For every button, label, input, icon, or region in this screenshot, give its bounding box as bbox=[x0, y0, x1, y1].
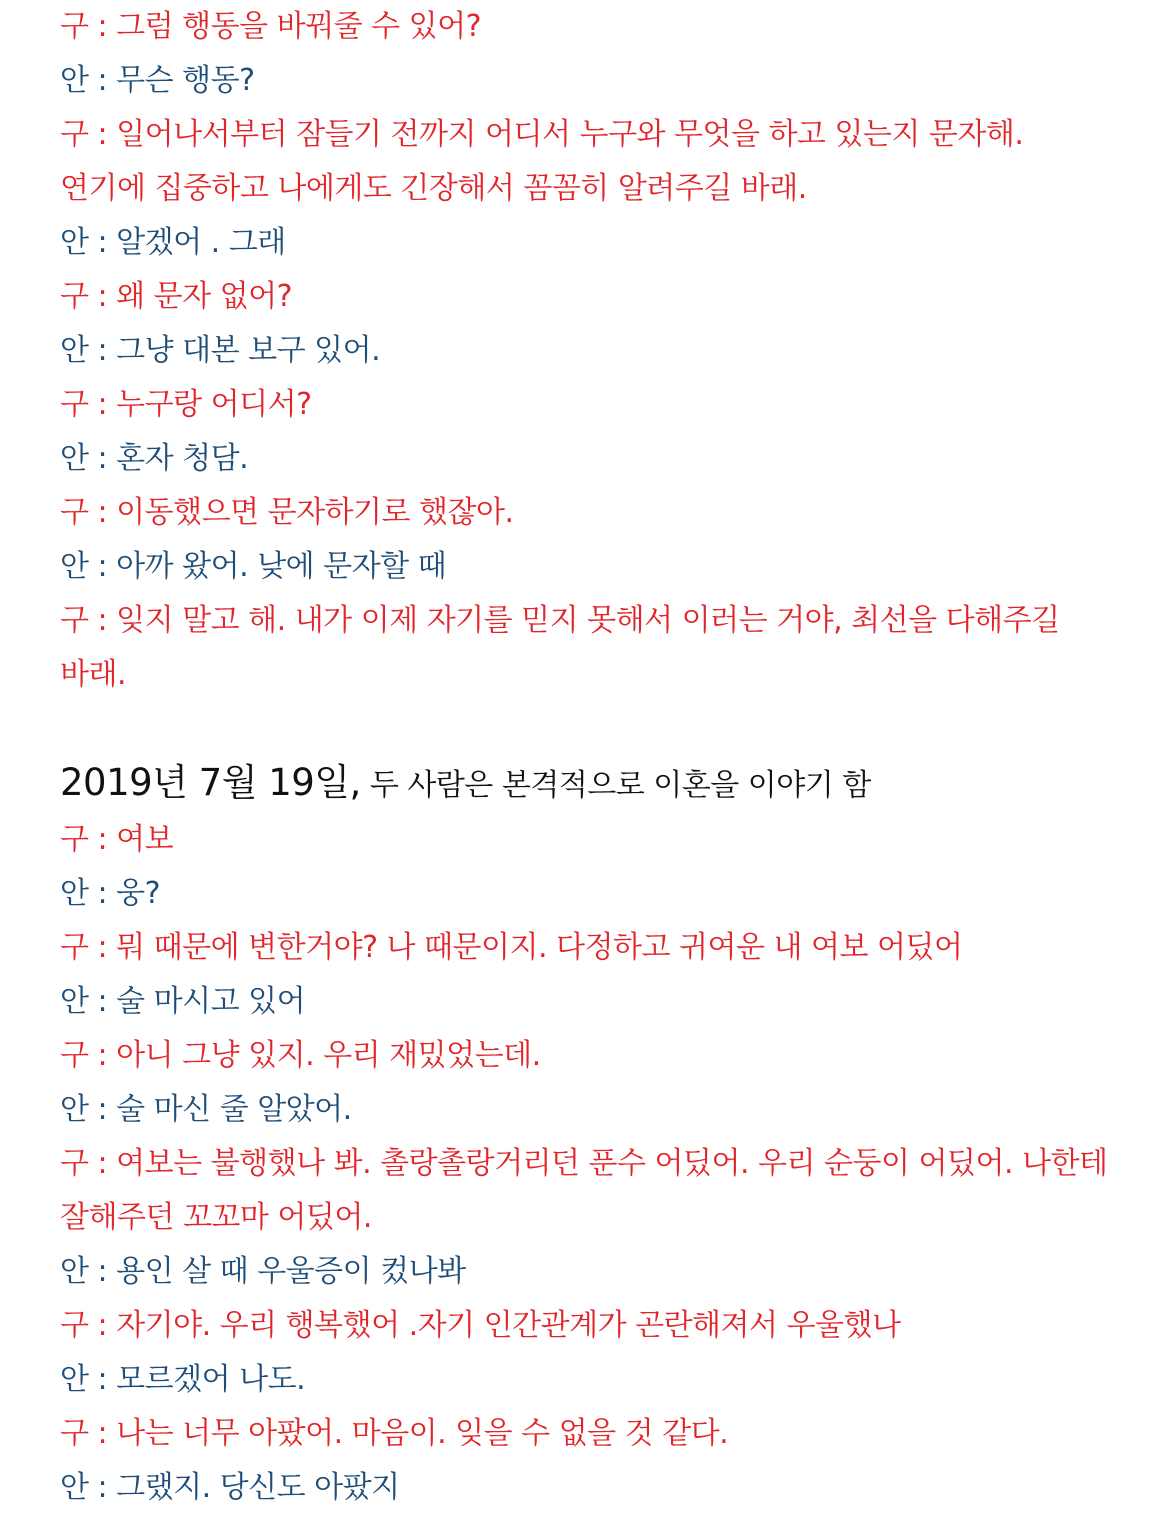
dialogue-line-an: 안 : 술 마시고 있어 bbox=[60, 984, 306, 1019]
dialogue-line-an: 안 : 혼자 청담. bbox=[60, 441, 249, 476]
conversation-section-1 bbox=[60, 0, 1110, 702]
dialogue-line-an: 안 : 알겠어 . 그래 bbox=[60, 225, 286, 260]
dialogue-line-an: 안 : 모르겠어 나도. bbox=[60, 1362, 306, 1397]
dialogue-line-gu: 구 : 여보 bbox=[60, 822, 174, 857]
dialogue-line-gu: 구 : 누구랑 어디서? bbox=[60, 387, 312, 422]
dialogue-line-an: 안 : 아까 왔어. 낮에 문자할 때 bbox=[60, 549, 447, 584]
dialogue-line-an: 안 : 술 마신 줄 알았어. bbox=[60, 1092, 352, 1127]
section-heading bbox=[60, 756, 1110, 813]
dialogue-line-gu: 구 : 이동했으면 문자하기로 했잖아. bbox=[60, 495, 514, 530]
heading-text: 두 사람은 본격적으로 이혼을 이야기 함 bbox=[360, 768, 871, 803]
dialogue-line-an: 안 : 그냥 대본 보구 있어. bbox=[60, 333, 381, 368]
heading-date: 2019년 7월 19일, bbox=[60, 761, 361, 804]
dialogue-line-an: 안 : 그랬지. 당신도 아팠지 bbox=[60, 1470, 400, 1505]
dialogue-line-gu: 구 : 뭐 때문에 변한거야? 나 때문이지. 다정하고 귀여운 내 여보 어딨어 bbox=[60, 930, 963, 965]
dialogue-line-an: 안 : 무슨 행동? bbox=[60, 63, 255, 98]
dialogue-line-gu: 구 : 자기야. 우리 행복했어 .자기 인간관계가 곤란해져서 우울했나 bbox=[60, 1308, 901, 1343]
dialogue-line-gu: 구 : 그럼 행동을 바꿔줄 수 있어? bbox=[60, 9, 482, 44]
dialogue-line-gu: 구 : 일어나서부터 잠들기 전까지 어디서 누구와 무엇을 하고 있는지 문자해. 연기에 집중하고 나에게도 긴장해서 꼼꼼히 알려주길 바래. bbox=[60, 117, 1024, 206]
conversation-section-2 bbox=[60, 813, 1110, 1515]
dialogue-line-gu: 구 : 잊지 말고 해. 내가 이제 자기를 믿지 못해서 이러는 거야, 최선을 다해주길 바래. bbox=[60, 603, 1060, 692]
dialogue-line-an: 안 : 웅? bbox=[60, 876, 161, 911]
dialogue-line-gu: 구 : 나는 너무 아팠어. 마음이. 잊을 수 없을 것 같다. bbox=[60, 1416, 729, 1451]
document-body bbox=[60, 0, 1110, 1515]
dialogue-line-an: 안 : 용인 살 때 우울증이 컸나봐 bbox=[60, 1254, 466, 1289]
dialogue-line-gu: 구 : 왜 문자 없어? bbox=[60, 279, 293, 314]
dialogue-line-gu: 구 : 여보는 불행했나 봐. 촐랑촐랑거리던 푼수 어딨어. 우리 순둥이 어딨어. 나한테 잘해주던 꼬꼬마 어딨어. bbox=[60, 1146, 1108, 1235]
dialogue-line-gu: 구 : 아니 그냥 있지. 우리 재밌었는데. bbox=[60, 1038, 541, 1073]
